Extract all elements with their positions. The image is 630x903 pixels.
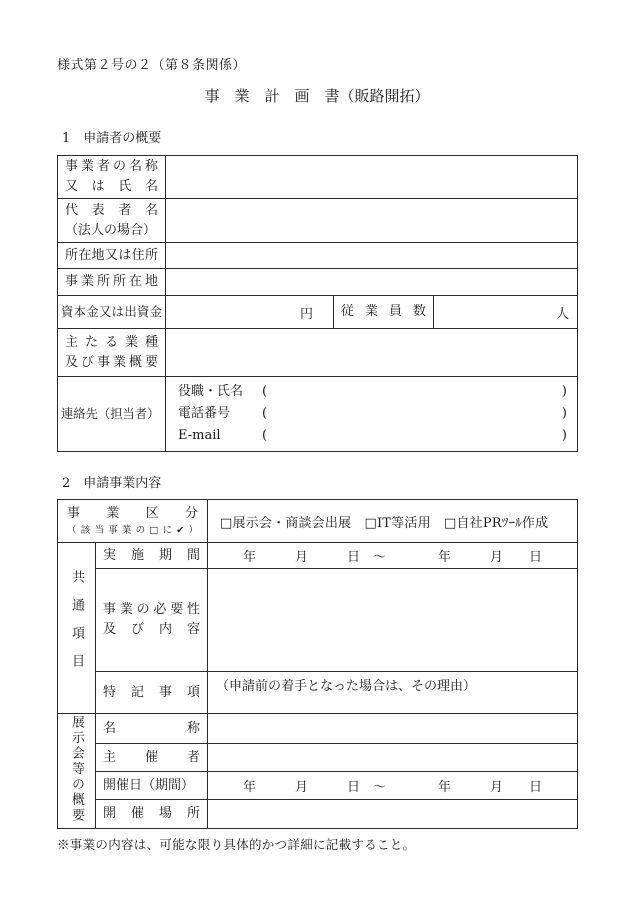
applicant-overview-table — [57, 155, 578, 452]
employees-input-cell: 人 — [434, 296, 578, 329]
business-name-input-cell — [166, 156, 578, 199]
venue-input-cell — [208, 800, 578, 829]
venue-label: 開催場所 — [96, 800, 208, 829]
office-location-input-cell — [166, 269, 578, 296]
employees-label: 従業員数 — [334, 296, 434, 329]
special-notes-label: 特記事項 — [96, 672, 208, 714]
table-row — [58, 156, 578, 199]
contact-name-line — [178, 381, 567, 403]
category-check-note: （該当事業の□に✔） — [67, 525, 198, 536]
business-name-label: 事業者の名称 又は氏名 — [58, 156, 166, 199]
paren-close: ) — [561, 406, 567, 421]
special-notes-input-cell: （申請前の着手となった場合は、その理由） — [208, 672, 578, 714]
representative-input-cell — [166, 199, 578, 243]
capital-label: 資本金又は出資金 — [58, 296, 166, 329]
contact-input-cell — [166, 377, 578, 452]
capital-input-cell: 円 — [166, 296, 334, 329]
exhibition-group-label: 展示会等の概要 — [58, 714, 96, 829]
footnote: ※事業の内容は、可能な限り具体的かつ詳細に記載すること。 — [57, 837, 416, 852]
paren-close: ) — [561, 428, 567, 443]
document-title: 事 業 計 画 書（販路開拓） — [204, 87, 430, 105]
contact-email-line — [178, 425, 567, 447]
event-date-input-cell: 年 月 日 ～ 年 月 日 — [208, 772, 578, 800]
table-row — [58, 269, 578, 296]
paren-open: ( — [262, 428, 268, 443]
paren-close: ) — [561, 384, 567, 399]
common-items-group-label: 共通項目 — [58, 543, 96, 714]
form-number: 様式第２号の２（第８条関係） — [57, 58, 247, 73]
application-detail-table — [57, 499, 578, 829]
table-row — [58, 296, 578, 329]
industry-input-cell — [166, 329, 578, 377]
table-row — [58, 243, 578, 269]
table-row — [58, 569, 578, 672]
location-input-cell — [166, 243, 578, 269]
organizer-input-cell — [208, 744, 578, 772]
table-row — [58, 329, 578, 377]
table-row — [58, 714, 578, 744]
paren-open: ( — [262, 384, 268, 399]
contact-label: 連絡先（担当者） — [58, 377, 166, 452]
exhibition-name-label: 名称 — [96, 714, 208, 744]
contact-email-label: E-mail — [178, 428, 221, 443]
representative-label: 代表者名 （法人の場合） — [58, 199, 166, 243]
table-row — [58, 672, 578, 714]
implementation-period-input-cell: 年 月 日 ～ 年 月 日 — [208, 543, 578, 569]
implementation-period-label: 実施期間 — [96, 543, 208, 569]
table-row — [58, 744, 578, 772]
table-row — [58, 772, 578, 800]
table-row — [58, 377, 578, 452]
necessity-label: 事業の必要性 及び内容 — [96, 569, 208, 672]
contact-phone-line — [178, 403, 567, 425]
location-label: 所在地又は住所 — [58, 243, 166, 269]
section2-heading: 2 申請事業内容 — [62, 476, 162, 491]
event-date-label: 開催日（期間） — [96, 772, 208, 800]
table-row — [58, 199, 578, 243]
contact-phone-label: 電話番号 — [178, 406, 231, 421]
table-row — [58, 800, 578, 829]
paren-open: ( — [262, 406, 268, 421]
table-row — [58, 543, 578, 569]
category-options-cell: □展示会・商談会出展 □IT等活用 □自社PRﾂｰﾙ作成 — [208, 500, 578, 543]
business-category-label: 事業区分 （該当事業の□に✔） — [58, 500, 208, 543]
industry-label: 主たる業種 及び事業概要 — [58, 329, 166, 377]
section1-heading: 1 申請者の概要 — [62, 131, 162, 146]
office-location-label: 事業所所在地 — [58, 269, 166, 296]
organizer-label: 主催者 — [96, 744, 208, 772]
exhibition-name-input-cell — [208, 714, 578, 744]
table-row — [58, 500, 578, 543]
necessity-input-cell — [208, 569, 578, 672]
contact-name-label: 役職・氏名 — [178, 384, 244, 399]
